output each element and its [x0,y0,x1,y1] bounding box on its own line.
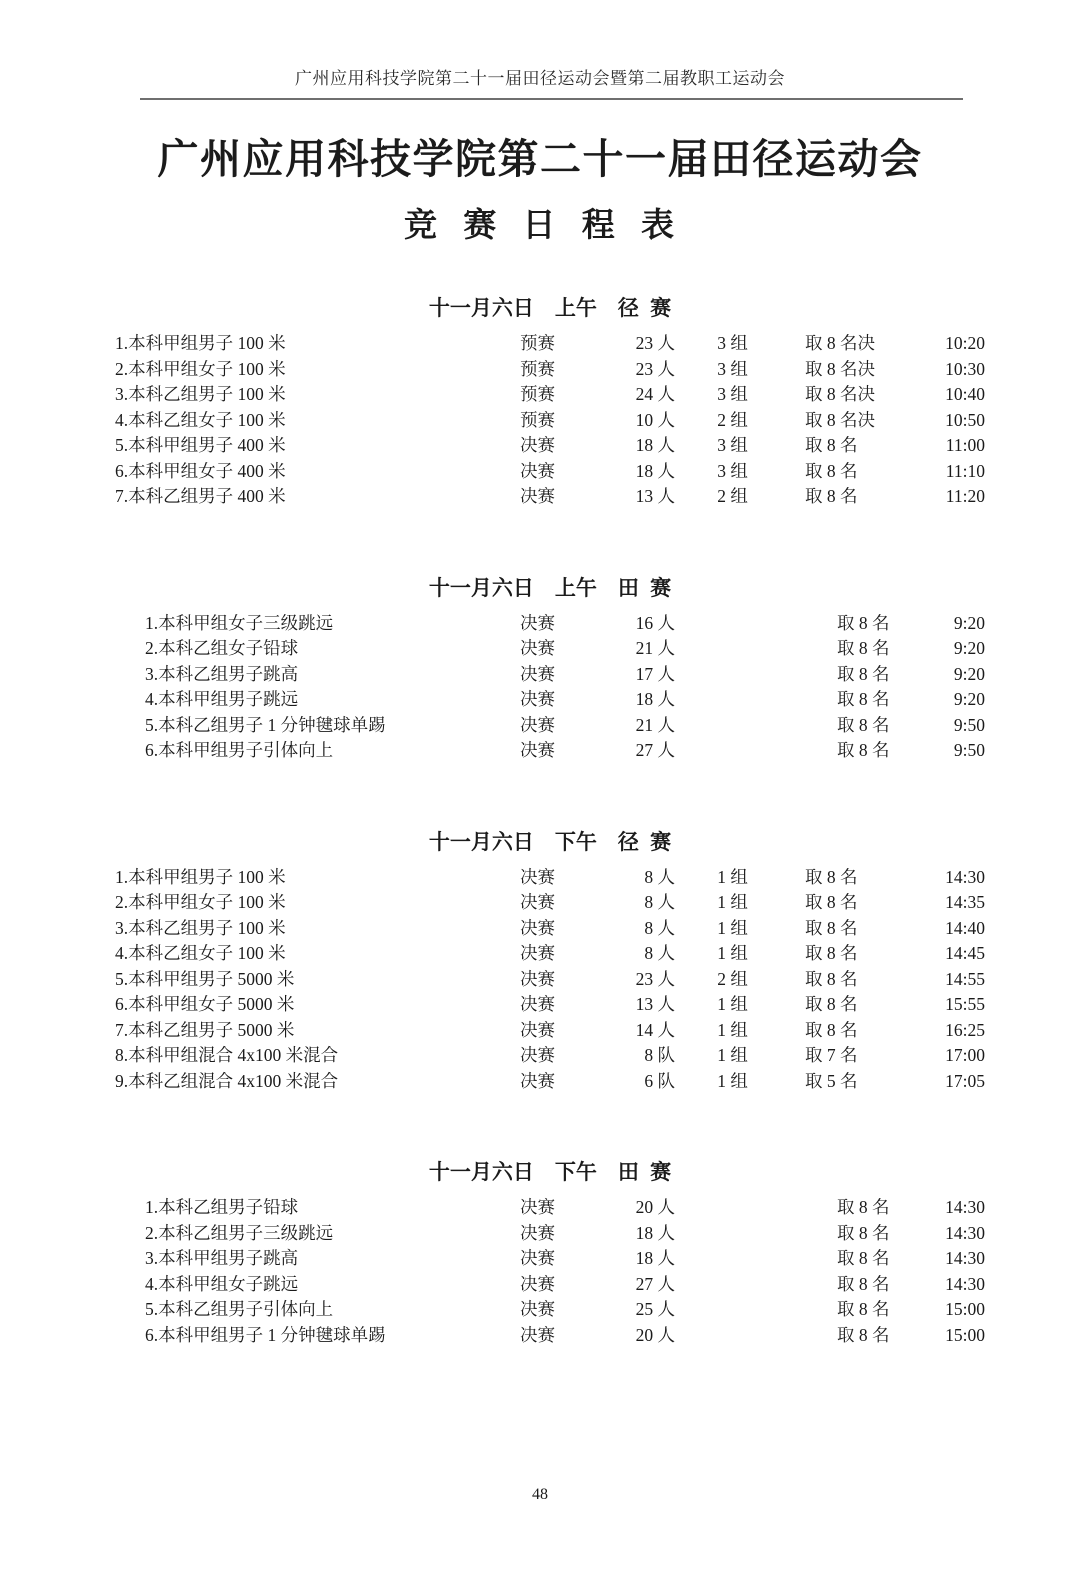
cell-time: 11:10 [945,460,985,481]
cell-time: 11:20 [945,486,985,506]
cell-event: 6.本科甲组男子 1 分钟毽球单踢 [145,1324,386,1345]
cell-event: 5.本科乙组男子引体向上 [145,1299,334,1319]
cell-count: 17 人 [635,663,675,684]
event-row [115,611,985,637]
cell-group: 2 组 [717,968,748,989]
cell-qualify: 取 8 名决 [805,384,875,404]
cell-round: 决赛 [520,663,555,684]
cell-time: 15:00 [945,1324,985,1345]
cell-group [685,687,780,713]
event-row [115,1195,985,1221]
cell-group: 3 组 [717,384,748,404]
cell-qualify: 取 8 名 [837,638,890,658]
event-row [115,1069,985,1095]
cell-round: 决赛 [520,1248,555,1268]
cell-event: 2.本科乙组男子三级跳远 [145,1222,334,1243]
event-row [115,1221,985,1247]
event-row [115,916,985,942]
cell-round: 决赛 [520,968,555,989]
cell-round: 决赛 [520,714,555,735]
event-row [115,459,985,485]
cell-count: 23 人 [635,358,675,379]
cell-count: 24 人 [635,384,675,404]
cell-time: 14:35 [945,892,985,912]
cell-count: 18 人 [635,1248,675,1268]
schedule-sections [0,292,1080,1348]
cell-qualify: 取 8 名 [805,866,858,887]
cell-event: 1.本科甲组男子 100 米 [115,333,286,353]
cell-count: 21 人 [635,638,675,658]
header-rule [140,98,963,100]
event-row [115,382,985,408]
cell-group: 1 组 [717,943,748,963]
cell-round: 决赛 [520,1019,555,1040]
cell-event: 7.本科乙组男子 5000 米 [115,1019,295,1040]
cell-qualify: 取 8 名 [805,994,858,1014]
section-heading: 十一月六日 下午 田 赛 [428,1160,672,1184]
event-row [115,865,985,891]
cell-time: 14:40 [945,917,985,938]
cell-group: 2 组 [717,486,748,506]
event-row [115,357,985,383]
running-head: 广州应用科技学院第二十一届田径运动会暨第二届教职工运动会 [295,69,785,88]
cell-event: 4.本科甲组男子跳远 [145,689,299,709]
cell-group [685,738,780,764]
cell-count: 23 人 [635,968,675,989]
cell-time: 15:00 [945,1299,985,1319]
cell-group: 1 组 [717,917,748,938]
event-row [115,992,985,1018]
event-row [115,1323,985,1349]
cell-qualify: 取 8 名 [805,460,858,481]
cell-qualify: 取 8 名 [837,689,890,709]
event-row [115,1297,985,1323]
cell-event: 2.本科甲组女子 100 米 [115,892,286,912]
event-row [115,1246,985,1272]
cell-qualify: 取 8 名 [837,1273,890,1294]
cell-count: 16 人 [635,612,675,633]
cell-qualify: 取 5 名 [805,1070,858,1091]
cell-count: 18 人 [635,460,675,481]
cell-qualify: 取 8 名 [805,486,858,506]
cell-time: 14:30 [945,1248,985,1268]
page [0,64,1080,1579]
cell-count: 23 人 [635,333,675,353]
cell-event: 1.本科甲组男子 100 米 [115,866,286,887]
cell-count: 20 人 [635,1324,675,1345]
cell-group: 1 组 [717,1070,748,1091]
cell-event: 5.本科乙组男子 1 分钟毽球单踢 [145,714,386,735]
cell-time: 14:45 [945,943,985,963]
section-heading: 十一月六日 下午 径 赛 [428,829,672,854]
cell-round: 决赛 [520,917,555,938]
cell-event: 4.本科甲组女子跳远 [145,1273,299,1294]
cell-time: 14:30 [945,1273,985,1294]
cell-qualify: 取 8 名 [837,612,890,633]
schedule-section [115,572,985,764]
cell-round: 决赛 [520,460,555,481]
cell-round: 决赛 [520,994,555,1014]
cell-round: 决赛 [520,943,555,963]
cell-group [685,662,780,688]
cell-round: 决赛 [520,740,555,760]
cell-event: 7.本科乙组男子 400 米 [115,486,286,506]
cell-count: 18 人 [635,689,675,709]
event-row [115,1272,985,1298]
cell-count: 13 人 [635,994,675,1014]
cell-time: 10:30 [945,358,985,379]
cell-round: 决赛 [520,1070,555,1091]
cell-count: 25 人 [635,1299,675,1319]
cell-event: 3.本科乙组男子 100 米 [115,917,286,938]
cell-group [685,713,780,739]
cell-qualify: 取 8 名 [837,714,890,735]
cell-round: 决赛 [520,866,555,887]
cell-time: 11:00 [945,435,985,455]
cell-count: 21 人 [635,714,675,735]
cell-count: 8 队 [644,1045,675,1065]
cell-qualify: 取 8 名 [805,1019,858,1040]
cell-time: 9:20 [953,689,985,709]
cell-count: 8 人 [644,866,675,887]
event-row [115,941,985,967]
cell-round: 决赛 [520,892,555,912]
cell-group: 3 组 [717,333,748,353]
cell-count: 18 人 [635,1222,675,1243]
cell-round: 预赛 [520,409,555,430]
cell-group [685,1297,780,1323]
cell-round: 决赛 [520,612,555,633]
cell-event: 3.本科乙组男子 100 米 [115,384,286,404]
cell-time: 9:20 [953,612,985,633]
event-row [115,1018,985,1044]
cell-group [685,1323,780,1349]
cell-count: 8 人 [644,892,675,912]
event-row [115,433,985,459]
cell-event: 6.本科甲组女子 400 米 [115,460,286,481]
cell-time: 14:55 [945,968,985,989]
cell-time: 9:20 [953,638,985,658]
cell-qualify: 取 8 名 [837,1248,890,1268]
cell-qualify: 取 8 名 [837,663,890,684]
cell-qualify: 取 8 名 [805,917,858,938]
cell-qualify: 取 7 名 [805,1045,858,1065]
cell-event: 6.本科甲组女子 5000 米 [115,994,295,1014]
cell-qualify: 取 8 名 [805,943,858,963]
event-row [115,662,985,688]
cell-event: 8.本科甲组混合 4x100 米混合 [115,1045,339,1065]
cell-group: 1 组 [717,994,748,1014]
cell-round: 预赛 [520,384,555,404]
cell-count: 20 人 [635,1197,675,1217]
cell-event: 3.本科甲组男子跳高 [145,1248,299,1268]
cell-round: 决赛 [520,1324,555,1345]
cell-group: 2 组 [717,409,748,430]
cell-qualify: 取 8 名 [837,1324,890,1345]
cell-round: 决赛 [520,486,555,506]
cell-count: 27 人 [635,740,675,760]
cell-time: 15:55 [945,994,985,1014]
cell-event: 6.本科甲组男子引体向上 [145,740,334,760]
event-row [115,967,985,993]
cell-qualify: 取 8 名 [805,435,858,455]
page-number: 48 [532,1486,548,1503]
cell-round: 决赛 [520,1197,555,1217]
cell-qualify: 取 8 名 [837,740,890,760]
page-subtitle: 竞 赛 日 程 表 [404,208,676,244]
cell-group [685,1272,780,1298]
cell-group [685,1246,780,1272]
event-row [115,1043,985,1069]
cell-qualify: 取 8 名决 [805,333,875,353]
event-row [115,636,985,662]
cell-qualify: 取 8 名 [805,968,858,989]
cell-round: 预赛 [520,358,555,379]
section-heading: 十一月六日 上午 田 赛 [428,575,672,600]
event-row [115,738,985,764]
cell-event: 1.本科乙组男子铅球 [145,1197,299,1217]
cell-count: 8 人 [644,943,675,963]
cell-time: 9:50 [953,740,985,760]
cell-round: 决赛 [520,638,555,658]
cell-time: 10:20 [945,333,985,353]
cell-time: 9:50 [953,714,985,735]
cell-group: 1 组 [717,892,748,912]
schedule-section [115,1156,985,1348]
schedule-section [115,826,985,1095]
cell-round: 决赛 [520,689,555,709]
cell-count: 13 人 [635,486,675,506]
cell-event: 5.本科甲组男子 5000 米 [115,968,295,989]
cell-qualify: 取 8 名 [805,892,858,912]
cell-event: 9.本科乙组混合 4x100 米混合 [115,1070,339,1091]
event-row [115,331,985,357]
cell-time: 14:30 [945,866,985,887]
cell-group: 1 组 [717,1045,748,1065]
cell-time: 17:05 [945,1070,985,1091]
cell-group: 3 组 [717,435,748,455]
cell-event: 2.本科乙组女子铅球 [145,638,299,658]
cell-event: 3.本科乙组男子跳高 [145,663,299,684]
schedule-section [115,292,985,510]
cell-time: 16:25 [945,1019,985,1040]
cell-event: 1.本科甲组女子三级跳远 [145,612,334,633]
cell-count: 6 队 [644,1070,675,1091]
cell-time: 14:30 [945,1222,985,1243]
event-row [115,484,985,510]
page-title: 广州应用科技学院第二十一届田径运动会 [157,136,923,182]
cell-time: 9:20 [953,663,985,684]
cell-count: 18 人 [635,435,675,455]
cell-round: 决赛 [520,1045,555,1065]
cell-count: 27 人 [635,1273,675,1294]
cell-time: 17:00 [945,1045,985,1065]
cell-count: 8 人 [644,917,675,938]
cell-qualify: 取 8 名 [837,1197,890,1217]
cell-group [685,611,780,637]
cell-round: 预赛 [520,333,555,353]
cell-qualify: 取 8 名决 [805,409,875,430]
cell-group: 1 组 [717,1019,748,1040]
cell-time: 10:40 [945,384,985,404]
cell-group [685,1195,780,1221]
cell-count: 10 人 [635,409,675,430]
cell-event: 4.本科乙组女子 100 米 [115,943,286,963]
cell-round: 决赛 [520,1222,555,1243]
cell-qualify: 取 8 名 [837,1299,890,1319]
event-row [115,408,985,434]
cell-time: 14:30 [945,1197,985,1217]
cell-group [685,1221,780,1247]
cell-event: 5.本科甲组男子 400 米 [115,435,286,455]
cell-qualify: 取 8 名 [837,1222,890,1243]
cell-group [685,636,780,662]
event-row [115,713,985,739]
section-heading: 十一月六日 上午 径 赛 [428,296,672,320]
cell-round: 决赛 [520,1299,555,1319]
cell-round: 决赛 [520,435,555,455]
cell-group: 3 组 [717,358,748,379]
cell-qualify: 取 8 名决 [805,358,875,379]
cell-event: 4.本科乙组女子 100 米 [115,409,286,430]
cell-count: 14 人 [635,1019,675,1040]
event-row [115,687,985,713]
cell-group: 3 组 [717,460,748,481]
cell-round: 决赛 [520,1273,555,1294]
cell-time: 10:50 [945,409,985,430]
event-row [115,890,985,916]
cell-group: 1 组 [717,866,748,887]
cell-event: 2.本科甲组女子 100 米 [115,358,286,379]
